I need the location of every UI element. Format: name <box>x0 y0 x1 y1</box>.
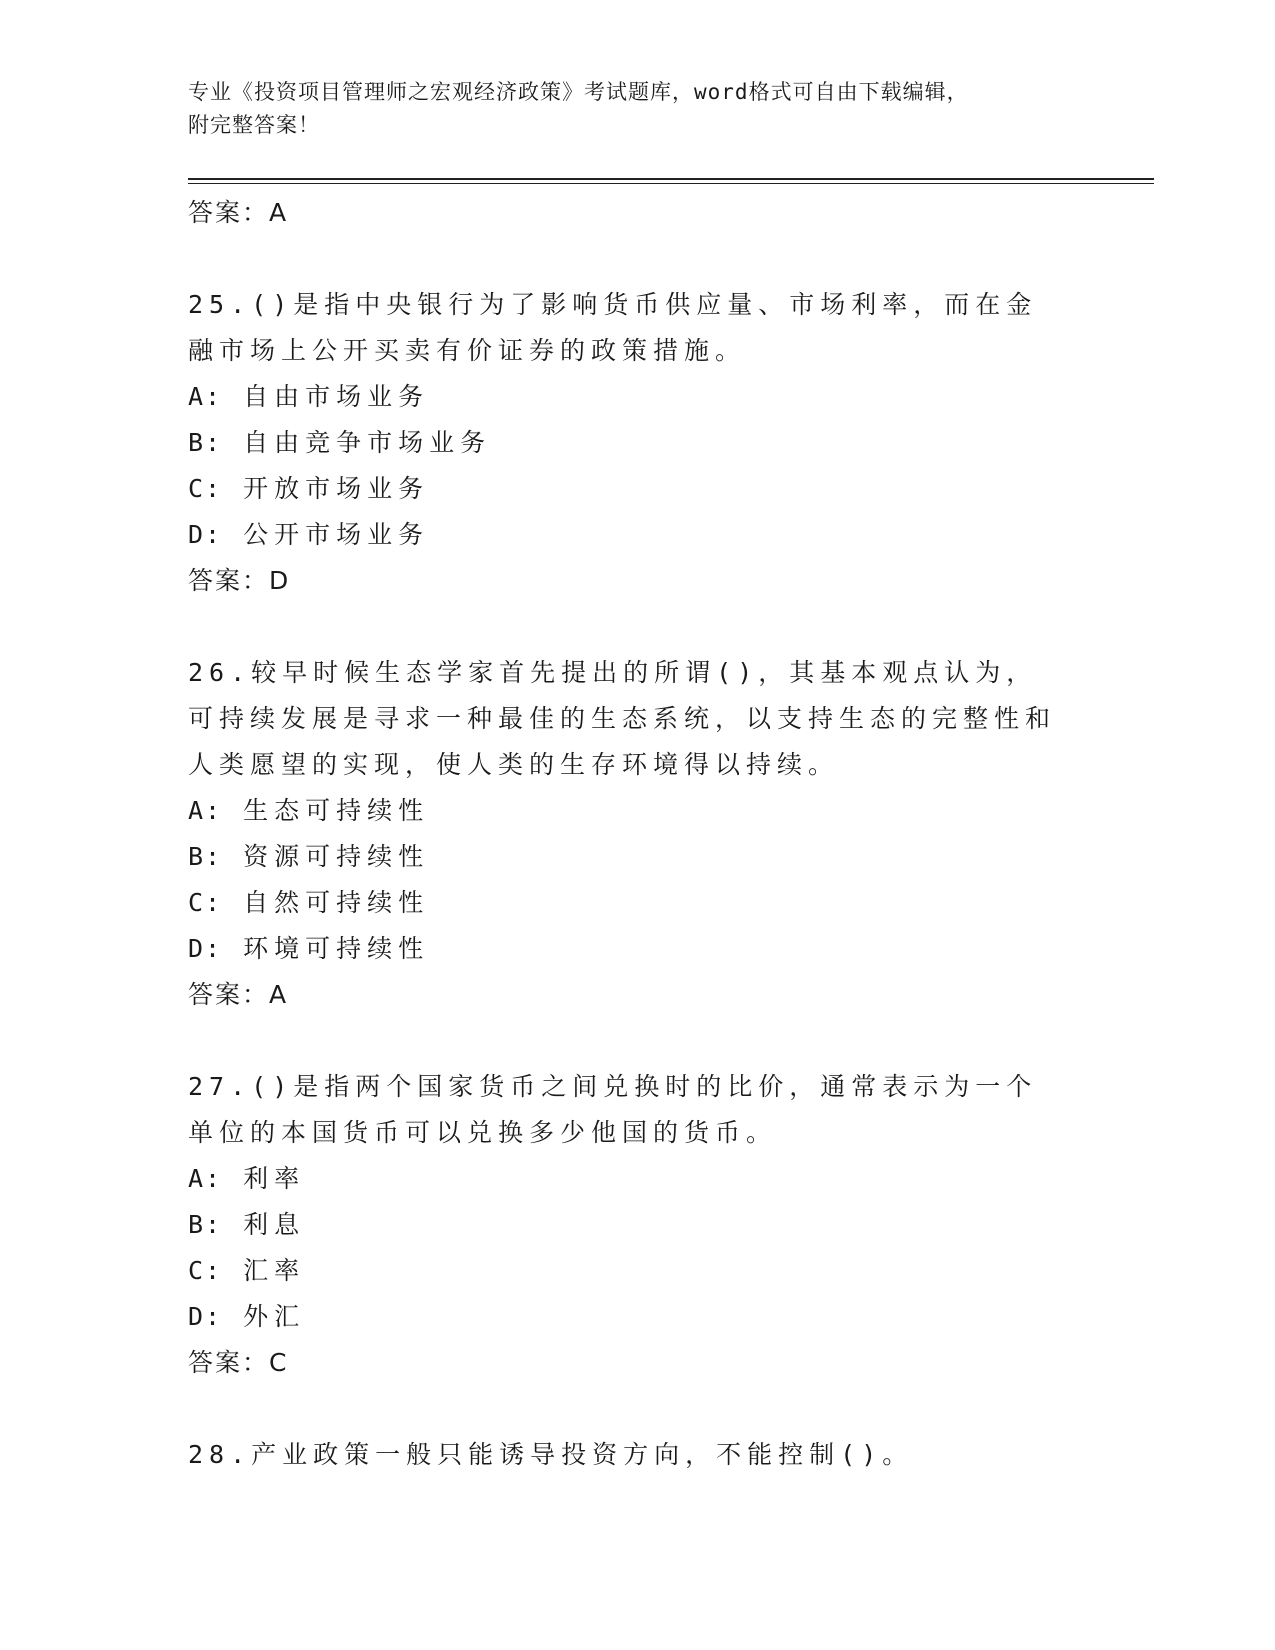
header-divider <box>188 178 1154 184</box>
question-25 <box>188 282 1088 604</box>
option-key: C: <box>188 1256 223 1285</box>
option-key: B: <box>188 428 223 457</box>
option-key: D: <box>188 1302 223 1331</box>
option-key: A: <box>188 382 223 411</box>
option-a <box>188 788 1088 834</box>
option-a <box>188 374 1088 420</box>
option-key: A: <box>188 796 223 825</box>
option-text: 公开市场业务 <box>243 520 430 549</box>
question-stem: 26.较早时候生态学家首先提出的所谓()，其基本观点认为，可持续发展是寻求一种最佳的生态系统，以支持生态的完整性和人类愿望的实现，使人类的生存环境得以持续。 <box>188 658 1057 779</box>
option-key: A: <box>188 1164 223 1193</box>
option-a <box>188 1156 1088 1202</box>
option-key: D: <box>188 934 223 963</box>
option-text: 资源可持续性 <box>243 842 430 871</box>
option-key: B: <box>188 1210 223 1239</box>
header-line-2: 附完整答案！ <box>188 113 320 137</box>
option-text: 自由竞争市场业务 <box>243 428 492 457</box>
option-c <box>188 466 1088 512</box>
option-b <box>188 1202 1088 1248</box>
answer-line: 答案：A <box>188 980 289 1009</box>
option-key: D: <box>188 520 223 549</box>
option-key: B: <box>188 842 223 871</box>
answer-line: 答案：D <box>188 566 291 595</box>
document-header <box>188 76 1088 142</box>
option-c <box>188 1248 1088 1294</box>
header-line-1: 专业《投资项目管理师之宏观经济政策》考试题库，word格式可自由下载编辑， <box>188 80 969 104</box>
question-26 <box>188 650 1088 1018</box>
option-key: C: <box>188 474 223 503</box>
question-27 <box>188 1064 1088 1386</box>
option-text: 开放市场业务 <box>243 474 430 503</box>
option-text: 利息 <box>243 1210 306 1239</box>
option-key: C: <box>188 888 223 917</box>
option-text: 环境可持续性 <box>243 934 430 963</box>
question-28 <box>188 1432 1088 1478</box>
option-b <box>188 420 1088 466</box>
option-text: 外汇 <box>243 1302 306 1331</box>
question-list <box>188 190 1088 1478</box>
answer-line: 答案：C <box>188 1348 289 1377</box>
question-stem: 27.()是指两个国家货币之间兑换时的比价，通常表示为一个单位的本国货币可以兑换多少他国的货币。 <box>188 1072 1038 1147</box>
option-c <box>188 880 1088 926</box>
option-text: 自由市场业务 <box>243 382 430 411</box>
answer-line: 答案：A <box>188 198 289 227</box>
option-text: 生态可持续性 <box>243 796 430 825</box>
option-text: 自然可持续性 <box>243 888 430 917</box>
option-text: 利率 <box>243 1164 306 1193</box>
option-d <box>188 926 1088 972</box>
option-d <box>188 512 1088 558</box>
question-stem: 28.产业政策一般只能诱导投资方向，不能控制()。 <box>188 1440 914 1469</box>
question-stem: 25.()是指中央银行为了影响货币供应量、市场利率，而在金融市场上公开买卖有价证券的政策措施。 <box>188 290 1038 365</box>
option-b <box>188 834 1088 880</box>
option-text: 汇率 <box>243 1256 306 1285</box>
option-d <box>188 1294 1088 1340</box>
